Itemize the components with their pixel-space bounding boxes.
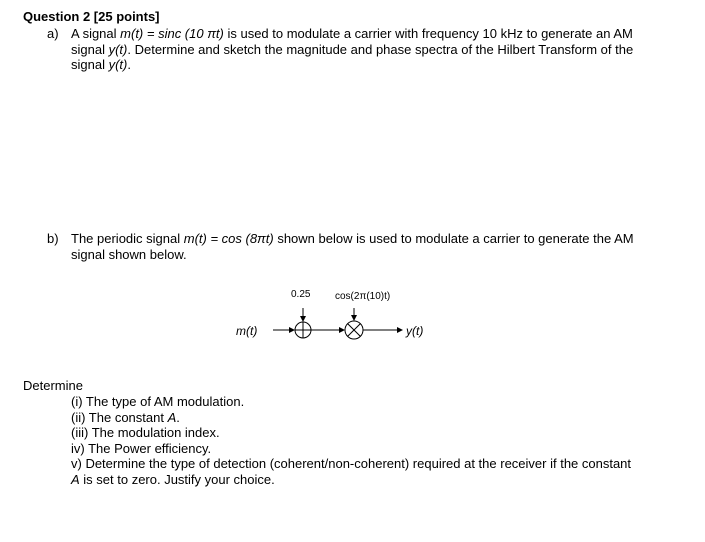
multiplier-input-label: cos(2π(10)t) bbox=[335, 291, 391, 302]
adder-icon bbox=[295, 322, 311, 338]
text-span: iv) The Power efficiency. bbox=[71, 440, 212, 456]
multiplier-icon bbox=[345, 321, 363, 339]
text-span: (i) The type of AM modulation. bbox=[71, 394, 245, 409]
determine-item-5: v) Determine the type of detection (coherent/non-coherent) required at the receiver if the constant bbox=[71, 456, 632, 471]
text-span: A signal bbox=[71, 26, 121, 41]
text-span: . bbox=[127, 57, 131, 72]
part-a-line-1 bbox=[71, 26, 661, 42]
determine-item-2 bbox=[71, 410, 180, 426]
signal-expression: m(t) = sinc (10 πt) bbox=[120, 26, 224, 41]
block-diagram bbox=[230, 280, 430, 350]
text-span: (iii) The modulation index. bbox=[71, 425, 220, 440]
part-b-text bbox=[71, 231, 661, 262]
part-a-line-2 bbox=[71, 42, 661, 58]
text-span: signal bbox=[71, 41, 109, 57]
text-span: is set to zero. Justify your choice. bbox=[79, 471, 275, 487]
signal-symbol: y(t) bbox=[108, 41, 128, 57]
constant-symbol: A bbox=[71, 471, 80, 487]
signal-expression: m(t) = cos (8πt) bbox=[183, 231, 274, 246]
determine-heading: Determine bbox=[23, 378, 83, 393]
part-b-label: b) bbox=[47, 231, 59, 246]
diagram-output-label: y(t) bbox=[406, 324, 424, 338]
text-span: signal bbox=[71, 57, 109, 72]
determine-item-4 bbox=[71, 441, 211, 457]
text-span: shown below is used to modulate a carrier to generate the AM bbox=[273, 231, 634, 246]
adder-input-label: 0.25 bbox=[291, 289, 311, 300]
text-span: The periodic signal bbox=[71, 231, 184, 246]
determine-item-1 bbox=[71, 394, 244, 410]
part-a-line-3 bbox=[71, 57, 661, 73]
determine-item-5-cont bbox=[71, 472, 275, 488]
constant-symbol: A bbox=[167, 409, 177, 425]
text-span: . bbox=[176, 409, 180, 425]
text-span: (ii) The constant bbox=[71, 409, 168, 425]
text-span: is used to modulate a carrier with frequency 10 kHz to generate an AM bbox=[223, 26, 633, 41]
determine-item-3 bbox=[71, 425, 220, 441]
part-a-text bbox=[71, 26, 661, 73]
question-title: Question 2 [25 points] bbox=[23, 9, 160, 24]
signal-symbol: y(t) bbox=[108, 57, 128, 72]
diagram-input-label: m(t) bbox=[236, 324, 258, 338]
part-b-line-1 bbox=[71, 231, 661, 247]
part-a-label: a) bbox=[47, 26, 59, 41]
part-b-line-2: signal shown below. bbox=[71, 246, 187, 262]
text-span: . Determine and sketch the magnitude and phase spectra of the Hilbert Transform of the bbox=[127, 41, 634, 57]
